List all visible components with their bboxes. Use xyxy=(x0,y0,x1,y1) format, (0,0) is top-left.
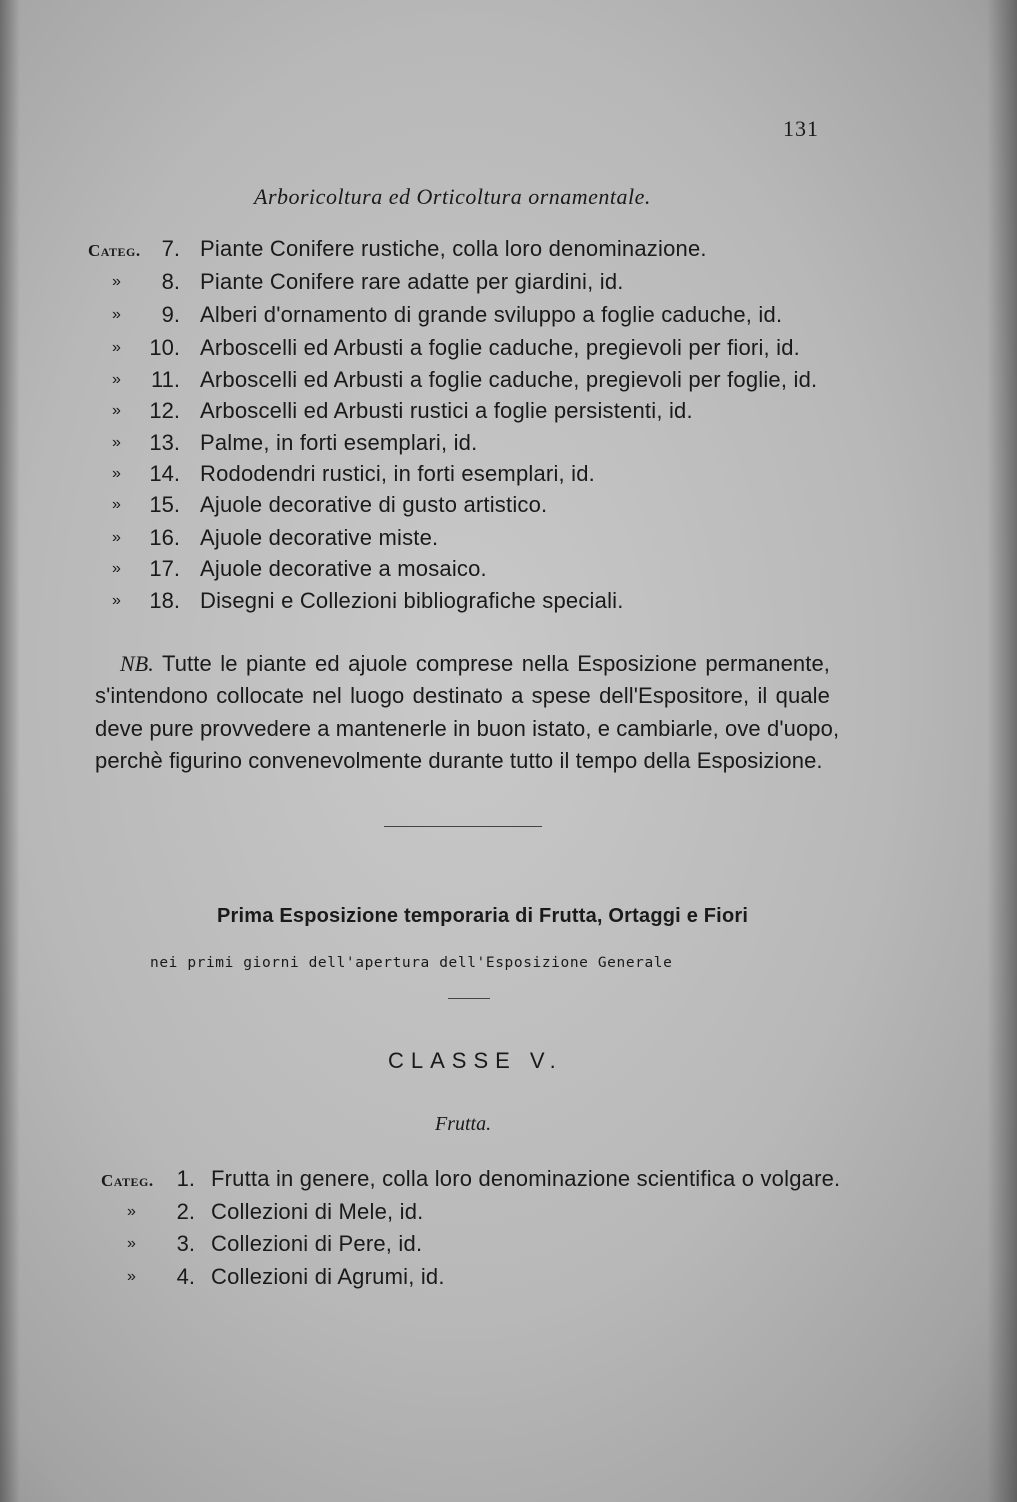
category-description: Collezioni di Agrumi, id. xyxy=(211,1264,445,1289)
category-prefix: Categ. xyxy=(101,1171,154,1190)
nb-text: Tutte le piante ed ajuole comprese nella Esposizione permanente, xyxy=(161,651,830,676)
nb-line: perchè figurino convenevolmente durante tutto il tempo della Esposizione. xyxy=(95,747,823,773)
category-description: Frutta in genere, colla loro denominazione scientifica o volgare. xyxy=(211,1166,841,1191)
category-number: 18. xyxy=(149,588,180,613)
nb-tag: NB. xyxy=(120,651,154,676)
ditto-mark: » xyxy=(112,273,121,290)
ditto-mark: » xyxy=(127,1203,136,1220)
category-description: Collezioni di Mele, id. xyxy=(211,1199,424,1224)
ditto-mark: » xyxy=(112,306,121,323)
ditto-mark: » xyxy=(112,434,121,451)
category-prefix: Categ. xyxy=(88,241,141,260)
category-number: 4. xyxy=(176,1264,195,1289)
ditto-mark: » xyxy=(112,339,121,356)
category-description: Arboscelli ed Arbusti a foglie caduche, pregievoli per foglie, id. xyxy=(200,367,818,392)
category-description: Alberi d'ornamento di grande sviluppo a foglie caduche, id. xyxy=(200,302,783,327)
category-description: Palme, in forti esemplari, id. xyxy=(200,430,478,455)
category-number: 3. xyxy=(176,1231,195,1256)
nb-line xyxy=(95,648,830,680)
scan-edge-right xyxy=(987,0,1017,1502)
classe-subheading: Frutta. xyxy=(435,1113,492,1135)
exposition-subtitle: nei primi giorni dell'apertura dell'Esposizione Generale xyxy=(150,955,673,971)
category-description: Ajuole decorative miste. xyxy=(200,525,439,550)
category-description: Piante Conifere rare adatte per giardini, id. xyxy=(200,269,624,294)
ditto-mark: » xyxy=(112,402,121,419)
category-number: 12. xyxy=(149,398,180,423)
category-number: 7. xyxy=(161,236,180,261)
category-number: 9. xyxy=(161,302,180,327)
page-number: 131 xyxy=(783,116,819,141)
category-description: Rododendri rustici, in forti esemplari, id. xyxy=(200,461,595,486)
category-description: Collezioni di Pere, id. xyxy=(211,1231,423,1256)
classe-heading: CLASSE V. xyxy=(388,1048,563,1073)
category-description: Arboscelli ed Arbusti rustici a foglie persistenti, id. xyxy=(200,398,693,423)
scan-edge-left xyxy=(0,0,20,1502)
nb-line: deve pure provvedere a mantenerle in buon istato, e cambiarle, ove d'uopo, xyxy=(95,715,840,741)
category-number: 2. xyxy=(176,1199,195,1224)
ditto-mark: » xyxy=(112,465,121,482)
nb-line: s'intendono collocate nel luogo destinato a spese dell'Espositore, il quale xyxy=(95,683,830,709)
ditto-mark: » xyxy=(112,592,121,609)
ditto-mark: » xyxy=(112,371,121,388)
category-description: Ajuole decorative a mosaico. xyxy=(200,556,487,581)
category-number: 14. xyxy=(149,461,180,486)
category-number: 11. xyxy=(151,367,180,392)
category-number: 8. xyxy=(161,269,180,294)
nota-bene-paragraph xyxy=(95,648,840,777)
category-description: Ajuole decorative di gusto artistico. xyxy=(200,492,548,517)
ditto-mark: » xyxy=(127,1235,136,1252)
ditto-mark: » xyxy=(112,496,121,513)
section-divider xyxy=(384,826,542,827)
category-number: 15. xyxy=(149,492,180,517)
category-number: 16. xyxy=(149,525,180,550)
ditto-mark: » xyxy=(112,529,121,546)
ditto-mark: » xyxy=(112,560,121,577)
short-divider xyxy=(448,998,490,999)
category-number: 17. xyxy=(149,556,180,581)
category-number: 13. xyxy=(149,430,180,455)
category-description: Disegni e Collezioni bibliografiche speciali. xyxy=(200,588,624,613)
ditto-mark: » xyxy=(127,1268,136,1285)
category-number: 10. xyxy=(149,335,180,360)
category-description: Arboscelli ed Arbusti a foglie caduche, pregievoli per fiori, id. xyxy=(200,335,800,360)
section-title: Arboricoltura ed Orticoltura ornamentale. xyxy=(254,184,651,209)
exposition-title: Prima Esposizione temporaria di Frutta, Ortaggi e Fiori xyxy=(217,905,749,927)
category-number: 1. xyxy=(176,1166,195,1191)
category-description: Piante Conifere rustiche, colla loro denominazione. xyxy=(200,236,707,261)
